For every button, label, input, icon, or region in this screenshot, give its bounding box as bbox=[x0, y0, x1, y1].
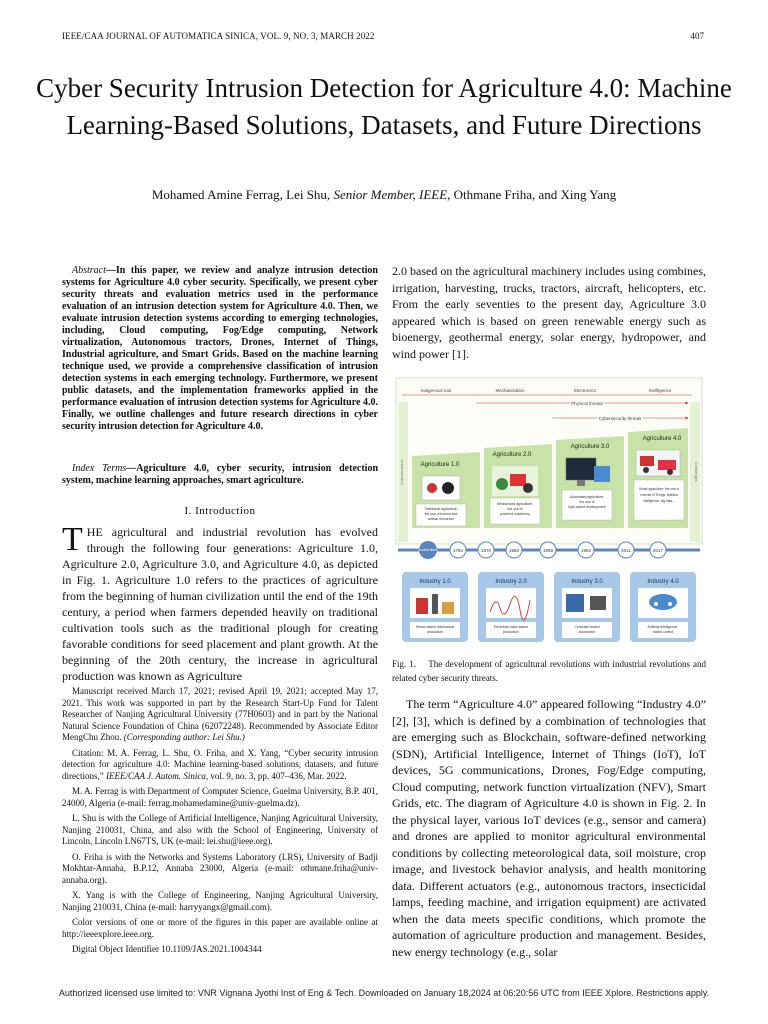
intro-text: HE agricultural and industrial revolution has evolved through the following four generations: Agriculture 1.0, Agriculture 2.0, Agriculture 3.0, and Agriculture 4.0, as depicted in Fig. 1. Agriculture 1.0 refers to the practices of agriculture from the beginning of human civilization until the end of the 19th century, a period when farmers depended heavily on traditional cultivation tools such as the traditional plough for creating favorable conditions for seed placement and plant growth. At the beginning of the 20th century, the increase in agricultural production was known as Agriculture bbox=[62, 525, 378, 683]
agriculture-3-desc-line1: Automated agriculture: bbox=[569, 495, 605, 499]
industry-2-panel bbox=[478, 572, 544, 642]
agriculture-2-desc-line3: powered machinery bbox=[500, 512, 530, 516]
industry-3-desc-line1: Controller-based bbox=[574, 625, 600, 629]
figure-1-agriculture-revolutions bbox=[392, 372, 706, 650]
agriculture-1-title: Agriculture 1.0 bbox=[420, 462, 460, 468]
section-heading-introduction: I. Introduction bbox=[184, 505, 256, 517]
agriculture-3-desc-line2: the use of bbox=[579, 500, 595, 504]
authors-part2: , Othmane Friha, and Xing Yang bbox=[447, 187, 617, 202]
caption-text: The development of agricultural revolutions with industrial revolutions and related cyber security threats. bbox=[392, 659, 707, 683]
physical-threats-label: Physical threats bbox=[571, 401, 603, 406]
industry-1-desc-line2: production bbox=[427, 630, 443, 634]
footnote-ferrag: M. A. Ferrag is with Department of Computer Science, Guelma University, B.P. 401, 24000, Algeria (e-mail: ferrag.mohamedamine@univ-guelma.dz). bbox=[62, 786, 378, 808]
agriculture-1-desc-line3: animal resources bbox=[428, 517, 454, 521]
introduction-paragraph bbox=[62, 521, 378, 684]
citation-text: Citation: M. A. Ferrag, L. Shu, O. Friha, and X. Yang, “Cyber security intrusion detection for agriculture 4.0: Machine learning-based solutions, datasets, and future directions,” bbox=[62, 747, 378, 781]
agriculture-4-desc-line1: Smart agriculture: the use of bbox=[638, 487, 680, 491]
side-label-challenges: Challenges bbox=[694, 461, 699, 483]
index-terms-text: —Agriculture 4.0, cyber security, intrusion detection system, machine learning approaches, smart agriculture. bbox=[62, 463, 379, 486]
label-intelligence: Intelligence bbox=[648, 388, 672, 393]
industry-3-title: Industry 3.0 bbox=[571, 579, 603, 585]
authors-part1: Mohamed Amine Ferrag, Lei Shu, bbox=[151, 187, 334, 202]
agriculture-2-desc-line2: the use of bbox=[507, 507, 523, 511]
industry-1-title: Industry 1.0 bbox=[419, 579, 451, 585]
abstract bbox=[62, 265, 378, 433]
industry-4-title: Industry 4.0 bbox=[647, 579, 679, 585]
industry-2-desc-line1: Electricity mass-based bbox=[494, 625, 528, 629]
label-mechanization: Mechanization bbox=[495, 388, 525, 393]
industry-1-desc-line1: Steam-based mechanical bbox=[415, 625, 455, 629]
figure-1-diagram bbox=[392, 372, 706, 650]
abstract-label: Abstract bbox=[72, 265, 106, 276]
year-2011: 2011 bbox=[621, 548, 631, 553]
year-1950: 1950 bbox=[508, 548, 520, 553]
industry-4-desc-line2: based control bbox=[652, 630, 674, 634]
cyber-threats-label: Cybersecurity threats bbox=[598, 416, 642, 421]
year-2017: 2017 bbox=[652, 548, 664, 553]
industry-4-desc-line1: Artificial intelligence- bbox=[647, 625, 679, 629]
industry-1-panel bbox=[402, 572, 468, 642]
year-1969: 1969 bbox=[542, 548, 554, 553]
agriculture-4-title: Agriculture 4.0 bbox=[642, 436, 682, 442]
year-1992: 1992 bbox=[580, 548, 592, 553]
label-electronics: Electronics bbox=[573, 388, 597, 393]
author-list bbox=[30, 187, 738, 203]
year-1870: 1870 bbox=[480, 548, 492, 553]
paper-title: Cyber Security Intrusion Detection for Agriculture 4.0: Machine Learning-Based Solutions, Datasets, and Future Directions bbox=[36, 73, 732, 140]
citation-journal: IEEE/CAA J. Autom. Sinica bbox=[106, 770, 206, 781]
agriculture-1-desc-line2: the use of human and bbox=[424, 512, 458, 516]
agriculture-2-title: Agriculture 2.0 bbox=[492, 452, 532, 458]
caption-label: Fig. 1. bbox=[392, 659, 417, 669]
agriculture-3-title: Agriculture 3.0 bbox=[570, 444, 610, 450]
footnotes bbox=[62, 686, 378, 960]
year-1784: 1784 bbox=[452, 548, 464, 553]
industry-2-title: Industry 2.0 bbox=[495, 579, 527, 585]
footnote-friha: O. Friha is with the Networks and Systems Laboratory (LRS), University of Badji Mokhtar-Annaba, B.P.12, Annaba 23000, Algeria (e-mail: othmane.friha@univ-annaba.org). bbox=[62, 851, 378, 885]
tractor-machinery-icon bbox=[492, 466, 538, 496]
footnote-yang: X. Yang is with the College of Engineering, Nanjing Agricultural University, Nanjing 210031, China (e-mail: harryyangx@gmail.com). bbox=[62, 890, 378, 912]
author-role: Senior Member, IEEE bbox=[333, 187, 448, 202]
side-label-improvements: Improvements bbox=[399, 459, 404, 485]
agriculture-2-desc-line1: Mechanized agriculture: bbox=[497, 502, 533, 506]
running-header-journal: IEEE/CAA JOURNAL OF AUTOMATICA SINICA, VOL. 9, NO. 3, MARCH 2022 bbox=[62, 31, 375, 41]
timeline-start-label: Ancient times bbox=[418, 548, 438, 552]
license-footer: Authorized licensed use limited to: VNR Vignana Jyothi Inst of Eng & Tech. Downloaded on January 18,2024 at 06:20:56 UTC from IEEE Xplore. Restrictions apply. bbox=[58, 988, 710, 998]
agriculture-3-desc-line3: high-speed development bbox=[568, 505, 606, 509]
right-column-paragraph-2: The term “Agriculture 4.0” appeared following “Industry 4.0” [2], [3], which is defined by a combination of technologies that are emerging such as Blockchain, software-defined networking (SDN), Artificial Intelligence, Internet of Things (IoT), IoT devices, 5G communications, Drones, Fog/Edge computing, Cloud computing, network function virtualization (NFV), Smart Grids, etc. The diagram of Agriculture 4.0 is shown in Fig. 2. In the physical layer, various IoT devices (e.g., sensor and camera) and drones are applied to monitor agricultural environmental conditions by collecting meteorological data, soil moisture, crop image, and livestock behavior analysis, and health monitoring data. Different actuators (e.g., autonomous tractors, insecticidal lamps, feeding machine, and irrigation equipment) are activated when the data meets specific conditions, which promote the automation of agriculture production and management. Besides, new energy technology (e.g., solar bbox=[392, 697, 706, 959]
industry-4-panel bbox=[630, 572, 696, 642]
drop-cap: T bbox=[62, 521, 83, 558]
manuscript-text: Manuscript received March 17, 2021; revised April 19, 2021; accepted May 17, 2021. This work was supported in part by the Research Start-Up Fund for Talent Researcher of Nanjing Agricultural University (77H0603) and in part by the National Natural Science Foundation of China (62072248). Recommended by Associate Editor MengChu Zhou. bbox=[62, 686, 378, 742]
page-number: 407 bbox=[690, 31, 704, 41]
agriculture-4-desc-line3: intelligence, big data... bbox=[643, 499, 675, 503]
industry-2-desc-line2: production bbox=[503, 630, 519, 634]
footnote-manuscript bbox=[62, 686, 378, 744]
footnote-color: Color versions of one or more of the figures in this paper are available online at http://ieeexplore.ieee.org. bbox=[62, 917, 378, 939]
smart-farm-icon bbox=[636, 450, 680, 476]
index-terms bbox=[62, 463, 378, 487]
ox-plough-icon bbox=[422, 476, 460, 500]
footnote-doi: Digital Object Identifier 10.1109/JAS.2021.1004344 bbox=[72, 944, 262, 954]
footnote-citation bbox=[62, 748, 378, 783]
abstract-text: —In this paper, we review and analyze intrusion detection systems for Agriculture 4.0 cyber security. Specifically, we present cyber security threats and evaluation metrics used in the performance evaluation of an intrusion detection system for Agriculture 4.0. Then, we evaluate intrusion detection systems according to emerging technologies, including, Cloud computing, Fog/Edge computing, Network virtualization, Autonomous tractors, Drones, Internet of Things, Industrial agriculture, and Smart Grids. Based on the machine learning technique used, we provide a comprehensive classification of intrusion detection systems in each emerging technology. Furthermore, we present public datasets, and the implementation frameworks applied in the performance evaluation of intrusion detection systems for Agriculture 4.0. Finally, we outline challenges and future research directions in cyber security intrusion detection for Agriculture 4.0. bbox=[62, 265, 378, 432]
figure-1-caption bbox=[392, 657, 706, 685]
index-terms-label: Index Terms bbox=[72, 463, 127, 474]
label-indigenous-tool: Indigenous tool bbox=[420, 388, 452, 393]
industry-3-desc-line2: automation bbox=[578, 630, 596, 634]
agriculture-1-desc-line1: Traditional agriculture: bbox=[424, 507, 458, 511]
industry-3-panel bbox=[554, 572, 620, 642]
right-column-paragraph-1: 2.0 based on the agricultural machinery includes using combines, irrigation, harvesting, trucks, tractors, aircraft, helicopters, etc. From the early seventies to the present day, Agriculture 3.0 appeared which is based on green renewable energy such as bioenergy, geothermal energy, solar energy, hydropower, and wind power [1]. bbox=[392, 264, 706, 361]
footnote-shu: L. Shu is with the College of Artificial Intelligence, Nanjing Agricultural University, Nanjing 210031, China, and also with the School of Engineering, University of Lincoln, Lincoln LN67TS, UK (e-mail: lei.shu@ieee.org). bbox=[62, 813, 378, 846]
citation-pages: , vol. 9, no. 3, pp. 407–436, Mar. 2022. bbox=[205, 770, 347, 781]
corresponding-author: (Corresponding author: Lei Shu.) bbox=[123, 732, 245, 742]
agriculture-4-desc-line2: Internet of Things, artificial bbox=[640, 493, 678, 497]
